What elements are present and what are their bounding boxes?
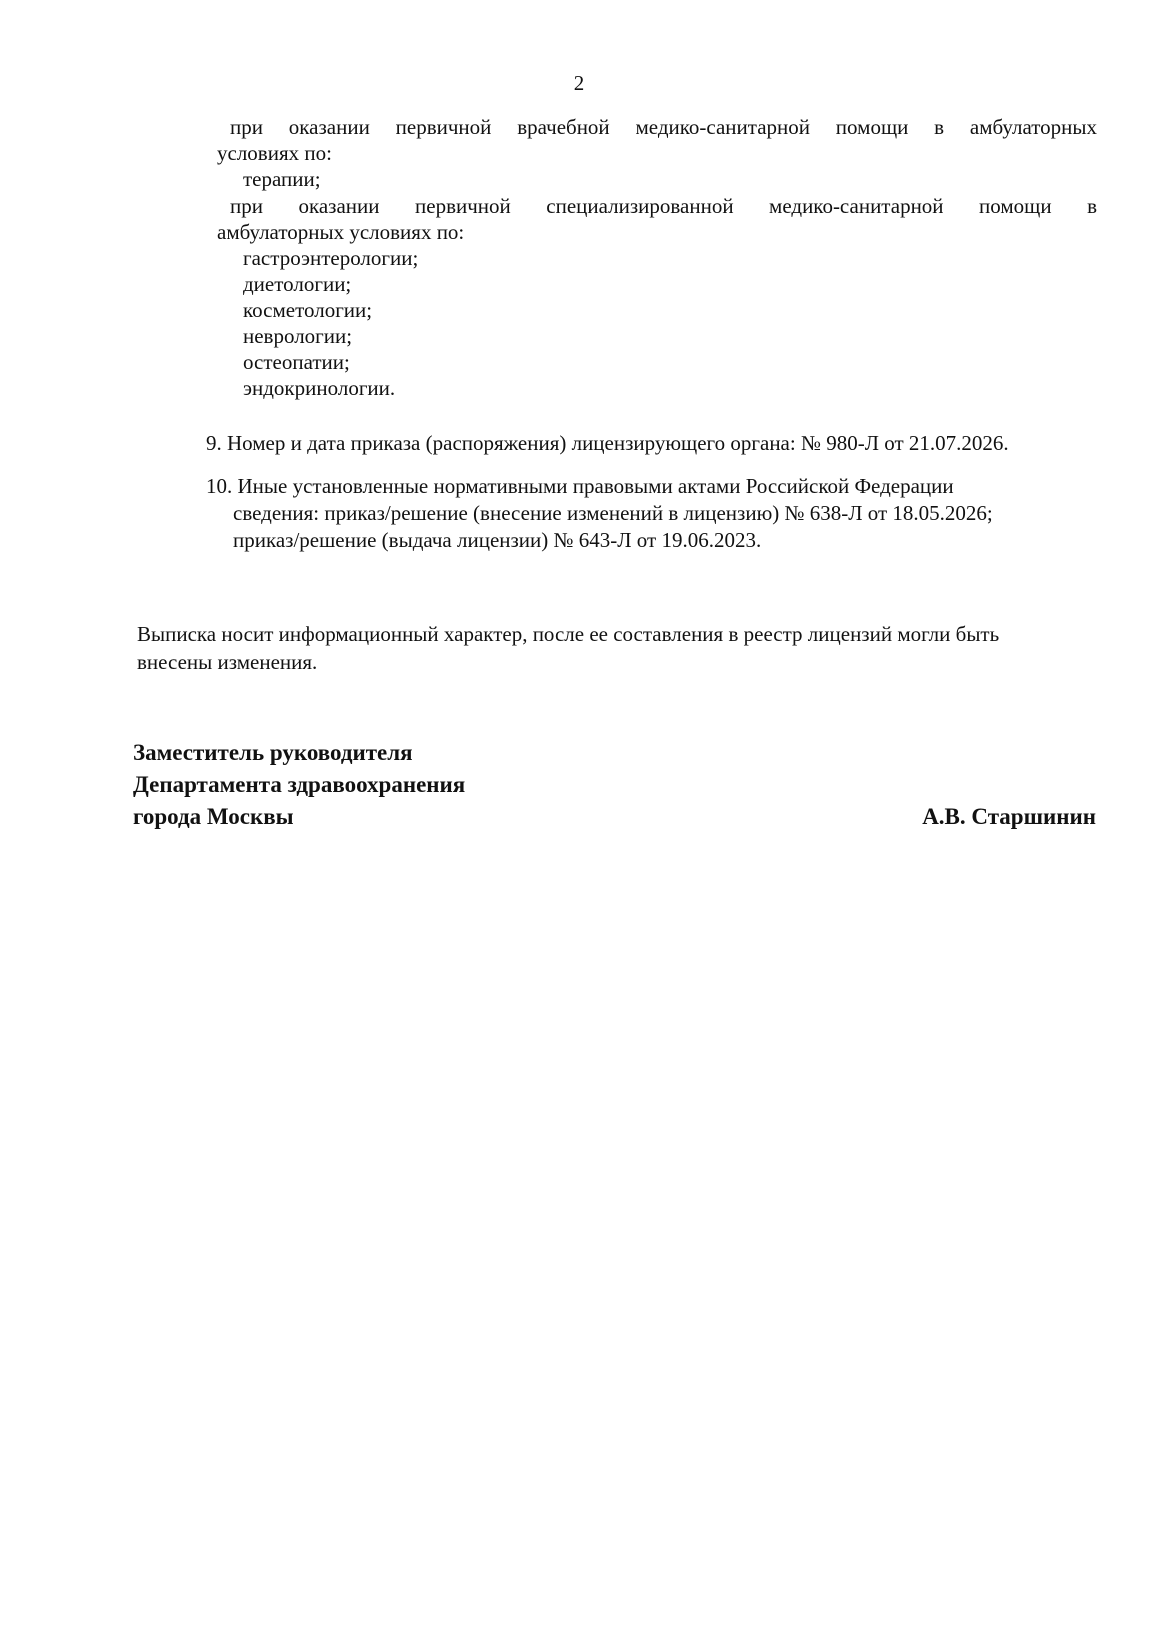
list-item: неврологии;: [243, 324, 353, 348]
signatory-title: [133, 737, 465, 833]
section-9: 9. Номер и дата приказа (распоряжения) лицензирующего органа: № 980-Л от 21.07.2026.: [206, 431, 1009, 455]
specialized-care-clause: [217, 193, 1097, 401]
note-line-2: внесены изменения.: [137, 650, 318, 674]
page-number: 2: [573, 71, 585, 95]
specialized-care-line-2: амбулаторных условиях по:: [217, 220, 465, 244]
list-item: косметологии;: [243, 298, 373, 322]
list-item: диетологии;: [243, 272, 352, 296]
list-item: эндокринологии.: [243, 376, 396, 400]
list-item: терапии;: [243, 167, 321, 191]
section-10-line-1: 10. Иные установленные нормативными правовыми актами Российской Федерации: [206, 474, 954, 498]
section-10-line-3: приказ/решение (выдача лицензии) № 643-Л от 19.06.2023.: [233, 528, 762, 552]
specialized-care-line-1: при оказании первичной специализированной медико-санитарной помощи в: [230, 194, 1097, 218]
primary-care-line-2: условиях по:: [217, 141, 332, 165]
list-item: гастроэнтерологии;: [243, 246, 419, 270]
note-line-1: Выписка носит информационный характер, после ее составления в реестр лицензий могли быть: [137, 622, 1000, 646]
informational-note: [137, 620, 1097, 676]
signatory-title-line-2: Департамента здравоохранения: [133, 772, 466, 797]
signatory-name: А.В. Старшинин: [922, 804, 1096, 829]
primary-care-line-1: при оказании первичной врачебной медико-санитарной помощи в амбулаторных: [230, 115, 1097, 139]
signatory-title-line-3: города Москвы: [133, 804, 294, 829]
signatory-title-line-1: Заместитель руководителя: [133, 740, 413, 765]
section-10-line-2: сведения: приказ/решение (внесение изменений в лицензию) № 638-Л от 18.05.2026;: [233, 501, 993, 525]
list-item: остеопатии;: [243, 350, 350, 374]
primary-care-clause: [217, 114, 1097, 192]
